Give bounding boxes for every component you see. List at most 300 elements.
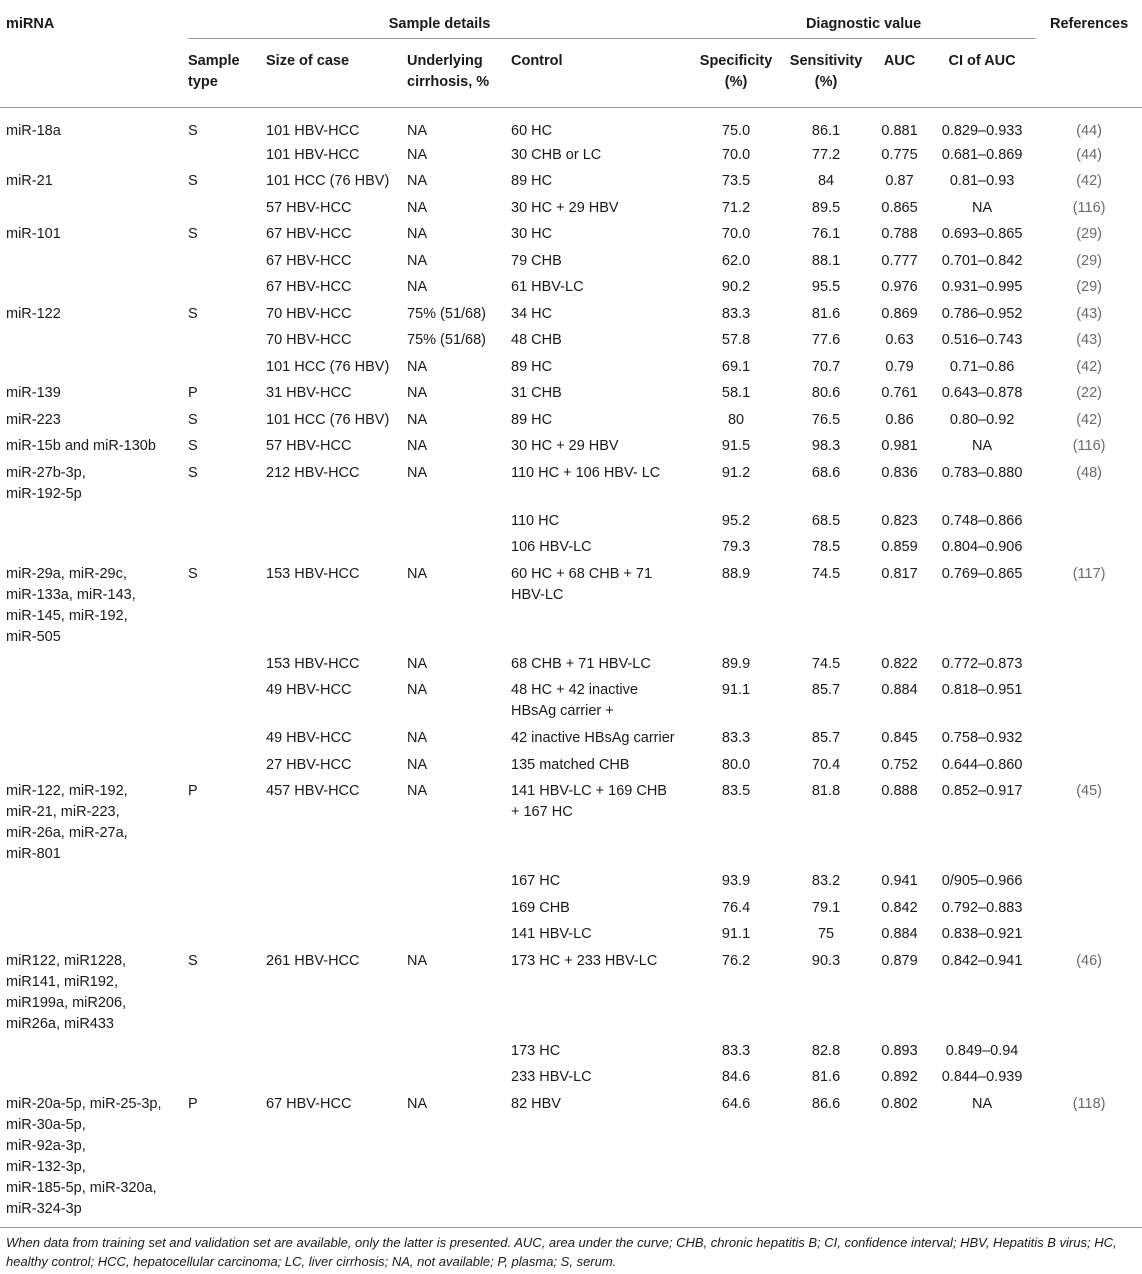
cell-cirr: NA [407,252,428,269]
cell-sens: 74.5 [811,655,841,672]
table-row [0,677,1142,725]
cell-ci: 0.758–0.932 [941,730,1023,746]
cell-type: S [188,107,266,142]
cell-ref [1036,752,1142,779]
table-row [0,868,1142,895]
cell-ci: NA [971,438,993,454]
cell-mirna [0,248,188,275]
cell-cirr [407,868,511,895]
cell-line: miR-223 [6,411,61,428]
table-row [0,195,1142,222]
cell-line: miR-15b and miR-130b [6,438,156,454]
cell-mirna [0,380,188,407]
cell-spec: 83.3 [721,305,751,322]
cell-auc: 0.865 [881,199,918,216]
cell-size [266,534,407,561]
cell-mirna [0,948,188,1038]
cell-cirr: NA [407,783,428,799]
cell-line: 82 HBV [511,1095,561,1112]
table-row [0,752,1142,779]
cell-auc: 0.836 [881,464,918,481]
cell-type: P [188,1095,198,1112]
cell-ref [1036,725,1142,752]
header-specificity: Specificity (%) [699,52,773,90]
cell-mirna [0,221,188,248]
cell-size [266,1064,407,1091]
cell-sens: 82.8 [811,1042,841,1059]
cell-line: miR-801 [6,846,61,862]
cell-cirr: NA [407,385,428,401]
cell-control [511,327,691,354]
cell-line: miR-18a [6,122,61,139]
cell-control [511,142,691,169]
header-references: References [1050,16,1129,32]
cell-size: 212 HBV-HCC [266,464,360,481]
cell-type [188,508,266,535]
cell-ref: (45) [1076,783,1102,799]
header-sensitivity: Sensitivity (%) [789,52,863,90]
cell-ref: (43) [1076,305,1102,322]
cell-mirna [0,407,188,434]
cell-line: miR-29a, miR-29c, [6,565,127,582]
cell-spec: 91.5 [721,438,751,454]
cell-line: miR199a, miR206, [6,994,127,1011]
cell-ref: (29) [1076,279,1102,295]
cell-auc: 0.845 [881,730,918,746]
table-row [0,354,1142,381]
table-footnote: When data from training set and validation set are available, only the latter is presented. AUC, area under the curve; CHB, chronic hepatitis B; CI, confidence interval; HBV, Hepatitis B virus; HC, healthy control; HCC, hepatocellular carcinoma; LC, liver cirrhosis; NA, not available; P, plasma; S, serum. [6,1235,1117,1269]
table-row [0,460,1142,508]
table-row [0,221,1142,248]
table-row [0,651,1142,678]
cell-line: 89 HC [511,173,553,189]
cell-size: 57 HBV-HCC [266,438,352,454]
cell-ref: (116) [1072,199,1106,216]
cell-auc: 0.823 [881,512,918,529]
cell-size: 101 HCC (76 HBV) [266,411,390,428]
cell-type [188,868,266,895]
cell-mirna [0,460,188,508]
cell-ref: (29) [1076,226,1102,242]
cell-type [188,921,266,948]
cell-ci: 0.931–0.995 [941,279,1023,295]
cell-spec: 91.1 [721,926,751,942]
cell-ci: 0.701–0.842 [941,252,1023,269]
cell-line: miR-92a-3p, [6,1137,86,1154]
cell-auc: 0.79 [885,358,914,375]
cell-line: miR-192-5p [6,485,82,502]
cell-auc: 0.892 [881,1069,918,1085]
cell-type: S [188,565,198,582]
cell-control [511,433,691,460]
cell-line: 42 inactive HBsAg carrier [511,730,675,746]
cell-type [188,354,266,381]
cell-line: 30 HC [511,226,553,242]
cell-ci: 0.693–0.865 [941,226,1023,242]
cell-cirr: NA [407,565,428,582]
cell-size: 153 HBV-HCC [266,655,360,672]
cell-spec: 91.2 [721,464,751,481]
table-row [0,327,1142,354]
cell-control [511,895,691,922]
cell-spec: 75.0 [691,107,781,142]
cell-ci: 0.769–0.865 [941,565,1023,582]
cell-ref [1036,895,1142,922]
cell-line: 167 HC [511,873,561,889]
cell-cirr: NA [407,279,428,295]
cell-ci: 0.748–0.866 [941,512,1023,529]
cell-control [511,248,691,275]
cell-auc: 0.981 [881,438,918,454]
cell-type [188,1038,266,1065]
table-row [0,1064,1142,1091]
cell-cirr: NA [407,756,428,773]
cell-spec: 80.0 [721,756,751,773]
header-size-of-case: Size of case [266,52,350,69]
cell-spec: 70.0 [721,146,751,163]
cell-control [511,651,691,678]
header-mirna: miRNA [6,16,55,32]
cell-auc: 0.884 [881,926,918,942]
cell-spec: 83.3 [721,730,751,746]
cell-ci: 0.783–0.880 [941,464,1023,481]
cell-spec: 57.8 [721,332,751,348]
cell-cirr: NA [407,682,428,698]
cell-control [511,534,691,561]
cell-ci: 0.804–0.906 [941,539,1023,555]
table-row [0,107,1142,142]
cell-spec: 83.5 [721,783,751,799]
cell-spec: 95.2 [721,512,751,529]
cell-line: 173 HC [511,1042,561,1059]
cell-sens: 77.6 [811,332,841,348]
cell-line: 141 HBV-LC [511,926,592,942]
cell-auc: 0.752 [881,756,918,773]
cell-ci: NA [971,199,993,216]
cell-line: miR-20a-5p, miR-25-3p, [6,1095,162,1112]
cell-line: miR-27b-3p, [6,464,86,481]
cell-control [511,195,691,222]
cell-control [511,868,691,895]
table-row [0,948,1142,1038]
cell-sens: 90.3 [811,952,841,969]
cell-line: miR-30a-5p, [6,1116,86,1133]
cell-control [511,1038,691,1065]
header-row-1 [0,2,1142,38]
cell-size [266,895,407,922]
cell-mirna [0,534,188,561]
cell-mirna [0,107,188,142]
cell-line: miR-505 [6,628,61,645]
cell-size: 153 HBV-HCC [266,565,360,582]
cell-size: 101 HBV-HCC [266,146,360,163]
cell-ci: 0/905–0.966 [941,873,1023,889]
cell-size: 101 HCC (76 HBV) [266,358,390,375]
cell-auc: 0.761 [881,385,918,401]
table-row [0,895,1142,922]
cell-type [188,534,266,561]
cell-auc: 0.976 [881,279,918,295]
cell-cirr: NA [407,655,428,672]
cell-ref: (43) [1076,332,1102,348]
cell-sens: 81.6 [811,1069,841,1085]
cell-cirr: NA [407,358,428,375]
cell-line: 30 HC + 29 HBV [511,438,619,454]
table-row [0,725,1142,752]
cell-type [188,651,266,678]
cell-control [511,508,691,535]
cell-size: 67 HBV-HCC [266,252,352,269]
cell-cirr: NA [407,199,428,216]
cell-spec: 83.3 [721,1042,751,1059]
cell-sens: 70.4 [811,756,841,773]
cell-ref: (48) [1076,464,1102,481]
cell-control [511,460,691,508]
cell-cirr: NA [407,411,428,428]
cell-line: 110 HC [511,512,560,529]
cell-control [511,1091,691,1223]
cell-auc: 0.802 [881,1095,918,1112]
table-row [0,1091,1142,1223]
cell-size: 31 HBV-HCC [266,385,352,401]
cell-type: S [188,464,198,481]
cell-line: 61 HBV-LC [511,279,584,295]
cell-size: 261 HBV-HCC [266,952,360,969]
cell-size: 49 HBV-HCC [266,682,352,698]
table-body [0,107,1142,1223]
cell-line: 34 HC [511,305,553,322]
cell-cirr [407,534,511,561]
cell-sens: 89.5 [811,199,841,216]
cell-ref [1036,921,1142,948]
cell-sens: 74.5 [811,565,841,582]
cell-mirna [0,508,188,535]
cell-ci: 0.681–0.869 [941,146,1023,163]
cell-type: S [188,173,198,189]
cell-mirna [0,1038,188,1065]
cell-control [511,561,691,651]
cell-type [188,142,266,169]
cell-line: 169 CHB [511,899,570,916]
cell-size: 67 HBV-HCC [266,1095,352,1112]
mirna-diagnostic-table [0,2,1142,1223]
cell-auc: 0.63 [885,332,914,348]
cell-ref: (117) [1072,565,1106,582]
cell-type: S [188,226,198,242]
cell-mirna [0,195,188,222]
cell-control [511,301,691,328]
cell-sens: 86.1 [781,107,871,142]
cell-ref [1036,1038,1142,1065]
cell-size: 70 HBV-HCC [266,332,352,348]
cell-mirna [0,142,188,169]
cell-type: P [188,385,198,401]
cell-type: P [188,783,198,799]
cell-ci: 0.852–0.917 [941,783,1023,799]
cell-control [511,407,691,434]
cell-line: 30 CHB or LC [511,146,602,163]
cell-type [188,195,266,222]
header-control: Control [511,52,563,69]
cell-type [188,248,266,275]
cell-cirr: NA [407,1095,428,1112]
cell-type [188,1064,266,1091]
cell-spec: 91.1 [721,682,751,698]
cell-spec: 71.2 [721,199,751,216]
cell-sens: 79.1 [811,899,841,916]
cell-control [511,354,691,381]
cell-size: 67 HBV-HCC [266,226,352,242]
cell-line: 60 HC [511,122,553,139]
cell-cirr: NA [407,438,428,454]
cell-auc: 0.842 [881,899,918,916]
cell-mirna [0,301,188,328]
cell-ref [1036,868,1142,895]
table-row [0,168,1142,195]
cell-line: miR-139 [6,385,61,401]
cell-sens: 85.7 [811,730,841,746]
cell-size [266,508,407,535]
cell-cirr: NA [407,146,428,163]
cell-ref: (42) [1076,173,1102,189]
cell-control [511,725,691,752]
cell-spec: 88.9 [721,565,751,582]
cell-line: 110 HC + 106 HBV- LC [511,464,661,481]
cell-auc: 0.941 [881,873,918,889]
cell-ci: 0.71–0.86 [949,358,1015,375]
cell-line: miR-145, miR-192, [6,607,128,624]
cell-mirna [0,651,188,678]
cell-line: miR-26a, miR-27a, [6,825,128,841]
cell-line: miR-122, miR-192, [6,783,128,799]
cell-size: 27 HBV-HCC [266,756,352,773]
cell-line: 141 HBV-LC + 169 CHB [511,783,667,799]
cell-mirna [0,168,188,195]
cell-spec: 90.2 [721,279,751,295]
header-diagnostic-value: Diagnostic value [691,2,1036,38]
cell-mirna [0,561,188,651]
cell-ref: (118) [1072,1095,1106,1112]
cell-ci: 0.842–0.941 [941,952,1023,969]
cell-line: 48 HC + 42 inactive [511,682,638,698]
cell-cirr: 75% (51/68) [407,305,486,322]
cell-cirr: NA [407,173,428,189]
table-row [0,561,1142,651]
cell-mirna [0,274,188,301]
cell-type [188,752,266,779]
header-auc: AUC [883,52,916,69]
cell-ci: 0.516–0.743 [941,332,1023,348]
cell-spec: 80 [727,411,745,428]
cell-line: HBV-LC [511,586,564,603]
cell-auc: 0.822 [881,655,918,672]
cell-sens: 75 [817,926,835,942]
table-row [0,301,1142,328]
cell-auc: 0.879 [881,952,918,969]
cell-line: miR-21 [6,173,53,189]
cell-sens: 86.6 [811,1095,841,1112]
cell-ci: 0.643–0.878 [941,385,1023,401]
cell-ci: 0.644–0.860 [941,756,1023,773]
cell-ref [1036,651,1142,678]
cell-auc: 0.859 [881,539,918,555]
cell-ci: 0.844–0.939 [941,1069,1023,1085]
table-row [0,407,1142,434]
cell-spec: 89.9 [721,655,751,672]
cell-type: S [188,952,198,969]
cell-line: 60 HC + 68 CHB + 71 [511,565,653,582]
cell-cirr: NA [407,464,428,481]
cell-spec: 73.5 [721,173,751,189]
cell-line: miR-21, miR-223, [6,804,120,820]
cell-sens: 68.5 [811,512,841,529]
cell-sens: 78.5 [811,539,841,555]
table-row [0,274,1142,301]
cell-size: 67 HBV-HCC [266,279,352,295]
cell-sens: 80.6 [811,385,841,401]
cell-type [188,725,266,752]
cell-mirna [0,1064,188,1091]
cell-cirr: NA [407,107,511,142]
cell-sens: 88.1 [811,252,841,269]
cell-ci: NA [971,1095,993,1112]
cell-control [511,221,691,248]
cell-spec: 79.3 [721,539,751,555]
header-sample-details: Sample details [188,2,691,38]
cell-type [188,327,266,354]
table-row [0,1038,1142,1065]
cell-type [188,677,266,725]
cell-line: miR122, miR1228, [6,952,127,969]
cell-auc: 0.788 [881,226,918,242]
cell-cirr: NA [407,226,428,242]
cell-line: 30 HC + 29 HBV [511,199,619,216]
cell-cirr: 75% (51/68) [407,332,486,348]
cell-auc: 0.777 [881,252,918,269]
cell-mirna [0,354,188,381]
cell-cirr [407,1064,511,1091]
cell-ci: 0.80–0.92 [949,411,1015,428]
cell-ci: 0.786–0.952 [941,305,1023,322]
cell-ref [1036,1064,1142,1091]
cell-control [511,677,691,725]
table-row [0,921,1142,948]
cell-mirna [0,1091,188,1223]
cell-spec: 62.0 [721,252,751,269]
cell-auc: 0.888 [881,783,918,799]
cell-auc: 0.884 [881,682,918,698]
cell-type: S [188,438,198,454]
cell-sens: 83.2 [811,873,841,889]
cell-line: miR-324-3p [6,1200,82,1217]
header-underlying-cirrhosis: Underlying cirrhosis, % [407,52,490,90]
cell-spec: 64.6 [721,1095,751,1112]
cell-size: 101 HBV-HCC [266,107,407,142]
cell-ci: 0.849–0.94 [945,1042,1019,1059]
cell-size: 101 HCC (76 HBV) [266,173,390,189]
cell-spec: 84.6 [721,1069,751,1085]
cell-control [511,380,691,407]
cell-auc: 0.87 [885,173,914,189]
cell-auc: 0.817 [881,565,918,582]
cell-type: S [188,411,198,428]
cell-ref: (29) [1076,252,1102,269]
cell-mirna [0,921,188,948]
cell-control [511,1064,691,1091]
cell-line: 233 HBV-LC [511,1069,592,1085]
cell-mirna [0,895,188,922]
cell-size [266,1038,407,1065]
